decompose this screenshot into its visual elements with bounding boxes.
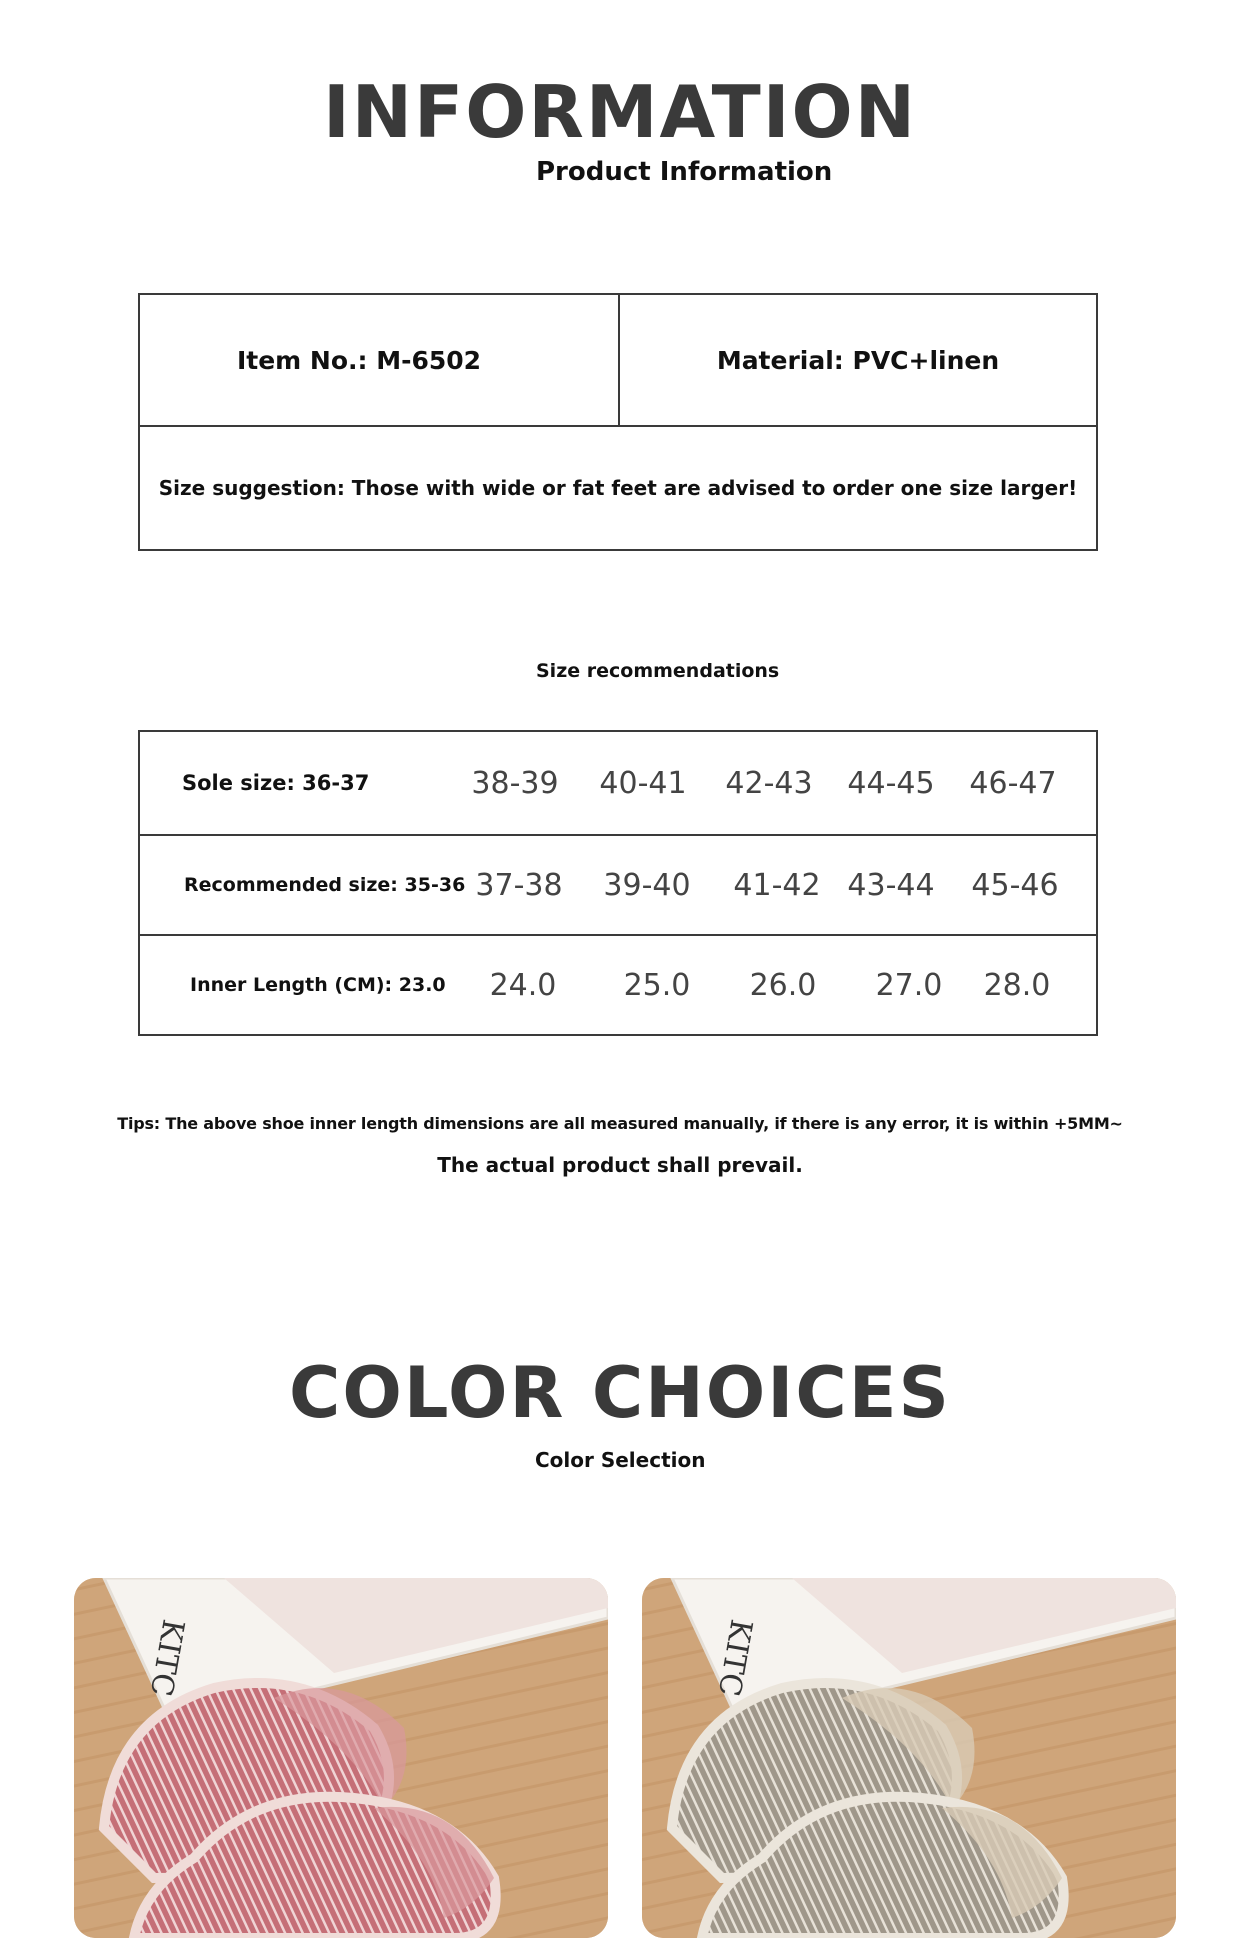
beige-slippers-image <box>642 1578 1176 1938</box>
recommended-size-row <box>140 836 1096 936</box>
pink-slippers-photo[interactable] <box>74 1578 608 1938</box>
recommended-size-value: 43-44 <box>847 867 935 903</box>
tips-line-2: The actual product shall prevail. <box>437 1153 803 1177</box>
sole-size-label: Sole size: 36-37 <box>182 771 370 795</box>
color-choices-title: COLOR CHOICES <box>289 1352 951 1434</box>
recommended-size-value: 45-46 <box>971 867 1059 903</box>
information-subtitle: Product Information <box>536 157 833 187</box>
inner-length-value: 24.0 <box>489 967 557 1003</box>
inner-length-value: 28.0 <box>983 967 1051 1003</box>
magazine-text: KITC <box>710 1616 759 1699</box>
sole-size-value: 38-39 <box>471 765 559 801</box>
pink-slippers-image <box>74 1578 608 1938</box>
sole-size-value: 40-41 <box>599 765 687 801</box>
inner-length-value: 27.0 <box>875 967 943 1003</box>
information-title: INFORMATION <box>322 70 918 154</box>
color-selection-subtitle: Color Selection <box>535 1448 706 1472</box>
size-table <box>138 730 1098 1036</box>
sole-size-value: 46-47 <box>969 765 1057 801</box>
sole-size-value: 44-45 <box>847 765 935 801</box>
size-suggestion: Size suggestion: Those with wide or fat feet are advised to order one size larger! <box>158 476 1078 500</box>
sole-size-value: 42-43 <box>725 765 813 801</box>
item-number: Item No.: M-6502 <box>140 295 620 425</box>
sole-size-row <box>140 732 1096 836</box>
recommended-size-value: 41-42 <box>733 867 821 903</box>
material: Material: PVC+linen <box>716 345 1000 375</box>
inner-length-value: 25.0 <box>623 967 691 1003</box>
inner-length-row <box>140 936 1096 1034</box>
magazine-text: KITC <box>142 1616 191 1699</box>
tips-line-1: Tips: The above shoe inner length dimensions are all measured manually, if there is any error, it is within +5MM~ <box>117 1114 1123 1133</box>
recommended-size-value: 37-38 <box>475 867 563 903</box>
recommended-size-label: Recommended size: 35-36 <box>184 874 466 896</box>
size-recommendations-heading: Size recommendations <box>536 660 780 682</box>
product-info-table <box>138 293 1098 551</box>
inner-length-label: Inner Length (CM): 23.0 <box>190 974 446 996</box>
recommended-size-value: 39-40 <box>603 867 691 903</box>
info-row-top <box>140 295 1096 427</box>
beige-slippers-photo[interactable] <box>642 1578 1176 1938</box>
inner-length-value: 26.0 <box>749 967 817 1003</box>
